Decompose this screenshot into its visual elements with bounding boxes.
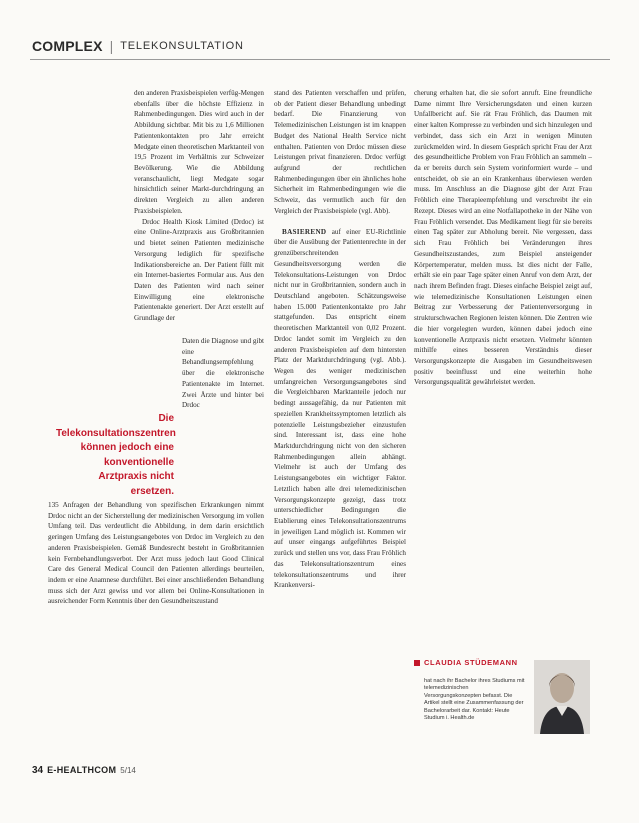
column-2 — [274, 88, 406, 591]
pull-quote: Die Telekonsultationszentren können jedoch eine konventionelle Arztpraxis nicht ersetzen. — [56, 413, 176, 497]
magazine-name: E-HEALTHCOM — [47, 765, 117, 775]
author-portrait-image — [534, 660, 590, 734]
author-box — [414, 658, 594, 744]
paragraph: stand des Patienten verschaffen und prüfen, ob der Patient dieser Behandlung unbedingt bedarf. Die Finanzierung von Telemedizinischen Leistungen ist im knappen Budget des National Health Service nicht enthalten. Patienten von Drdoc müssen diese Leistungen privat finanzieren. Drdoc verfügt aufgrund der rechtlichen Rahmenbedingungen über ein ähnliches hohe Sicherheit im Rahmenbedingungen wie die Schweiz, das vermutlich auch für den Vergleich der Praxisbeispiele (vgl. Abb). — [274, 89, 406, 215]
section-title: COMPLEX — [32, 38, 103, 54]
author-photo — [534, 660, 590, 734]
issue-number: 5/14 — [120, 766, 136, 775]
header-rule — [30, 59, 610, 60]
paragraph-body: auf einer EU-Richtlinie über die Ausübung der Patientenrechte in der grenzüberschreitenden Gesundheitsversorgung werden die Telekonsultations-Leistungen von Drdoc nicht nur in Großbritannien, sondern auch in Deutschland angeboten. Schätzungsweise haben 15.000 Patientenkontakte pro Jahr stattgefunden. Das entspricht einem theoretischen Marktanteil von 0,02 Prozent. Drdoc landet somit im Vergleich zu den anderen Praxisbeispielen auf dem hintersten Platz der Marktdurchdringung (vgl. Abb.). Wegen des weniger medizinischen umfangreichen Versorgungsangebotes sind die Vergleichbaren Marktanteile jedoch nur bedingt aussagefähig, da nur Patienten mit speziellen Krankheitssymptomen letztlich als potenzielle Leistungsbezieher einzustufen sind. Interessant ist, dass eine hohe Marktdurchdringung nicht von den sicheren Rahmenbedingungen allein abhängt. Vielmehr ist auch der Umfang des Leistungsangebotes ein wichtiger Faktor. Letztlich haben alle drei telemedizinischen Versorgungskonzepte gezeigt, dass trotz unterschiedlicher Bedingungen die Etablierung eines Telekonsultationszentrums in jeweiligen Land möglich ist. Kommen wir auf unser eingangs aufgeführtes Beispiel zurück und stellen uns vor, dass Frau Fröhlich das Telekonsultationszentrum eines telekonsultationszentrums und ihrer Krankenversi- — [274, 227, 406, 590]
column-1 — [134, 88, 264, 324]
author-marker — [414, 660, 420, 666]
paragraph: den anderen Praxisbeispielen verfüg-Mengen ebenfalls über die höchste Effizienz in Rahmenbedingungen. Dies wird auch in der Abbildung sichtbar. Mit bis zu 1,6 Millionen Patientenkontakten pro Jahr erreicht Medgate einen theoretischen Marktanteil von 19,5 Prozent im Verhältnis zur Schweizer Bevölkerung. Wie die Abbildung veranschaulicht, liegt Medgate sogar hinsichtlich seiner Markt-durchdringung an direkten Vergleich zu allen anderen Praxisbeispielen. — [134, 89, 264, 215]
header-separator: | — [109, 38, 114, 54]
author-bio: hat nach ihr Bachelor ihres Studiums mit telemedizinischen Versorgungskonzepten befasst. Die Artikel stellt eine Zusammenfassung der Bachelorarbeit dar. Kontakt: Heute Studium i. Health.de — [424, 678, 525, 722]
section-topic: TELEKONSULTATION — [120, 40, 244, 52]
paragraph — [274, 227, 406, 591]
paragraph: Drdoc Health Kiosk Limited (Drdoc) ist eine Online-Arztpraxis aus Großbritannien und bietet seinen Patienten medizinische Versorgung lediglich für spezifische Indikationsbereiche an. Der Patient füllt mit ein Internet-basiertes Formular aus. Aus den Daten des Patienten wird nach seiner Einwilligung eine elektronische Patientenakte generiert. Der Arzt erstellt auf Grundlage der — [134, 217, 264, 323]
page-header — [32, 38, 244, 54]
author-name: CLAUDIA STÜDEMANN — [424, 658, 518, 667]
paragraph: cherung erhalten hat, die sie sofort anruft. Eine freundliche Dame nimmt Ihre Versicherungsdaten und einen kurzen Unfallbericht auf. Sie rät Frau Fröhlich, das Daumen mit einer kalten Kompresse zu verbinden und sich hinzulegen und verbindet, dass sich ein Arzt in wenigen Minuten zurückmelden wird. In diesem Gespräch spricht Frau der Arzt des gesundheitliche Problem von Frau Fröhlich an sammeln – da er bereits durch sein System vorinformiert wurde – und entscheidet, ob sie an ein Krankenhaus überwiesen werden muss. Im Anschluss an die Diagnose gibt der Arzt Frau Fröhlich eine Therapieempfehlung und verschreibt ihr ein Rezept. Dieses wird an eine Notfallapotheke in der Nähe von Frau Fröhlich versendet. Das Medikament liegt für sie bereits einen Tag später zur Abholung bereit. Nie vergessen, dass sich Frau Fröhlich bei Veränderungen ihres Gesundheitszustandes, zum Beispiel ansteigender Körpertemperatur, melden muss. Ist dies nicht der Falle, erhält sie ein paar Tage später einen Anruf von dem Arzt, der nach ihrem Befinden fragt. Dieses einfache Beispiel zeigt auf, wie telemedizinische Konsultationen Leistungen einen Beitrag zur Verbesserung der Patientenversorgung in strukturschwachen Regionen leisten können. Die Zentren wie die hier vorgelegten wurden, können dabei jedoch eine konventionelle Arztpraxis nicht ersetzen. Vielmehr könnten mithilfe eines besseren Verständnis dieser Versorgungskonzepte die Ausgaben im Gesundheitswesen positiv beeinflusst und eine weiterhin hohe Versorgungsqualität gewährleistet werden. — [414, 89, 592, 387]
column-1-wrapped-text: Daten die Diagnose und gibt eine Behandlungsempfehlung über die elektronische Patientenakte im Internet. Zwei Ärzte und hinter bei Drdoc — [182, 337, 264, 410]
page-footer — [32, 765, 136, 776]
lead-in: BASIEREND — [282, 227, 327, 236]
page-number: 34 — [32, 765, 44, 776]
column-3 — [414, 88, 592, 388]
column-1-lower: 135 Anfragen der Behandlung von spezifischen Erkrankungen nimmt Drdoc nicht an der Sicherstellung der medizinischen Versorgung im vollen Umfang teil. Das verdeutlicht die Abbildung, in dem darin ersichtlich geringen Umfang des Leistungsangebotes von Drdoc im Vergleich zu den anderen Praxisbeispielen. Gemäß Bundesrecht besteht in Großbritannien kein Fernbehandlungsverbot. Der Arzt muss jedoch laut Good Clinical Care des General Medical Council den Patienten allerdings beurteilen, indem er eine Anamnese durchführt. Bei einer anschließenden Behandlung muss sich der Arzt gewiss und vor allem bei Online-Konsultationen in ausreichender Form Kenntnis über den Gesundheitszustand — [48, 501, 264, 606]
